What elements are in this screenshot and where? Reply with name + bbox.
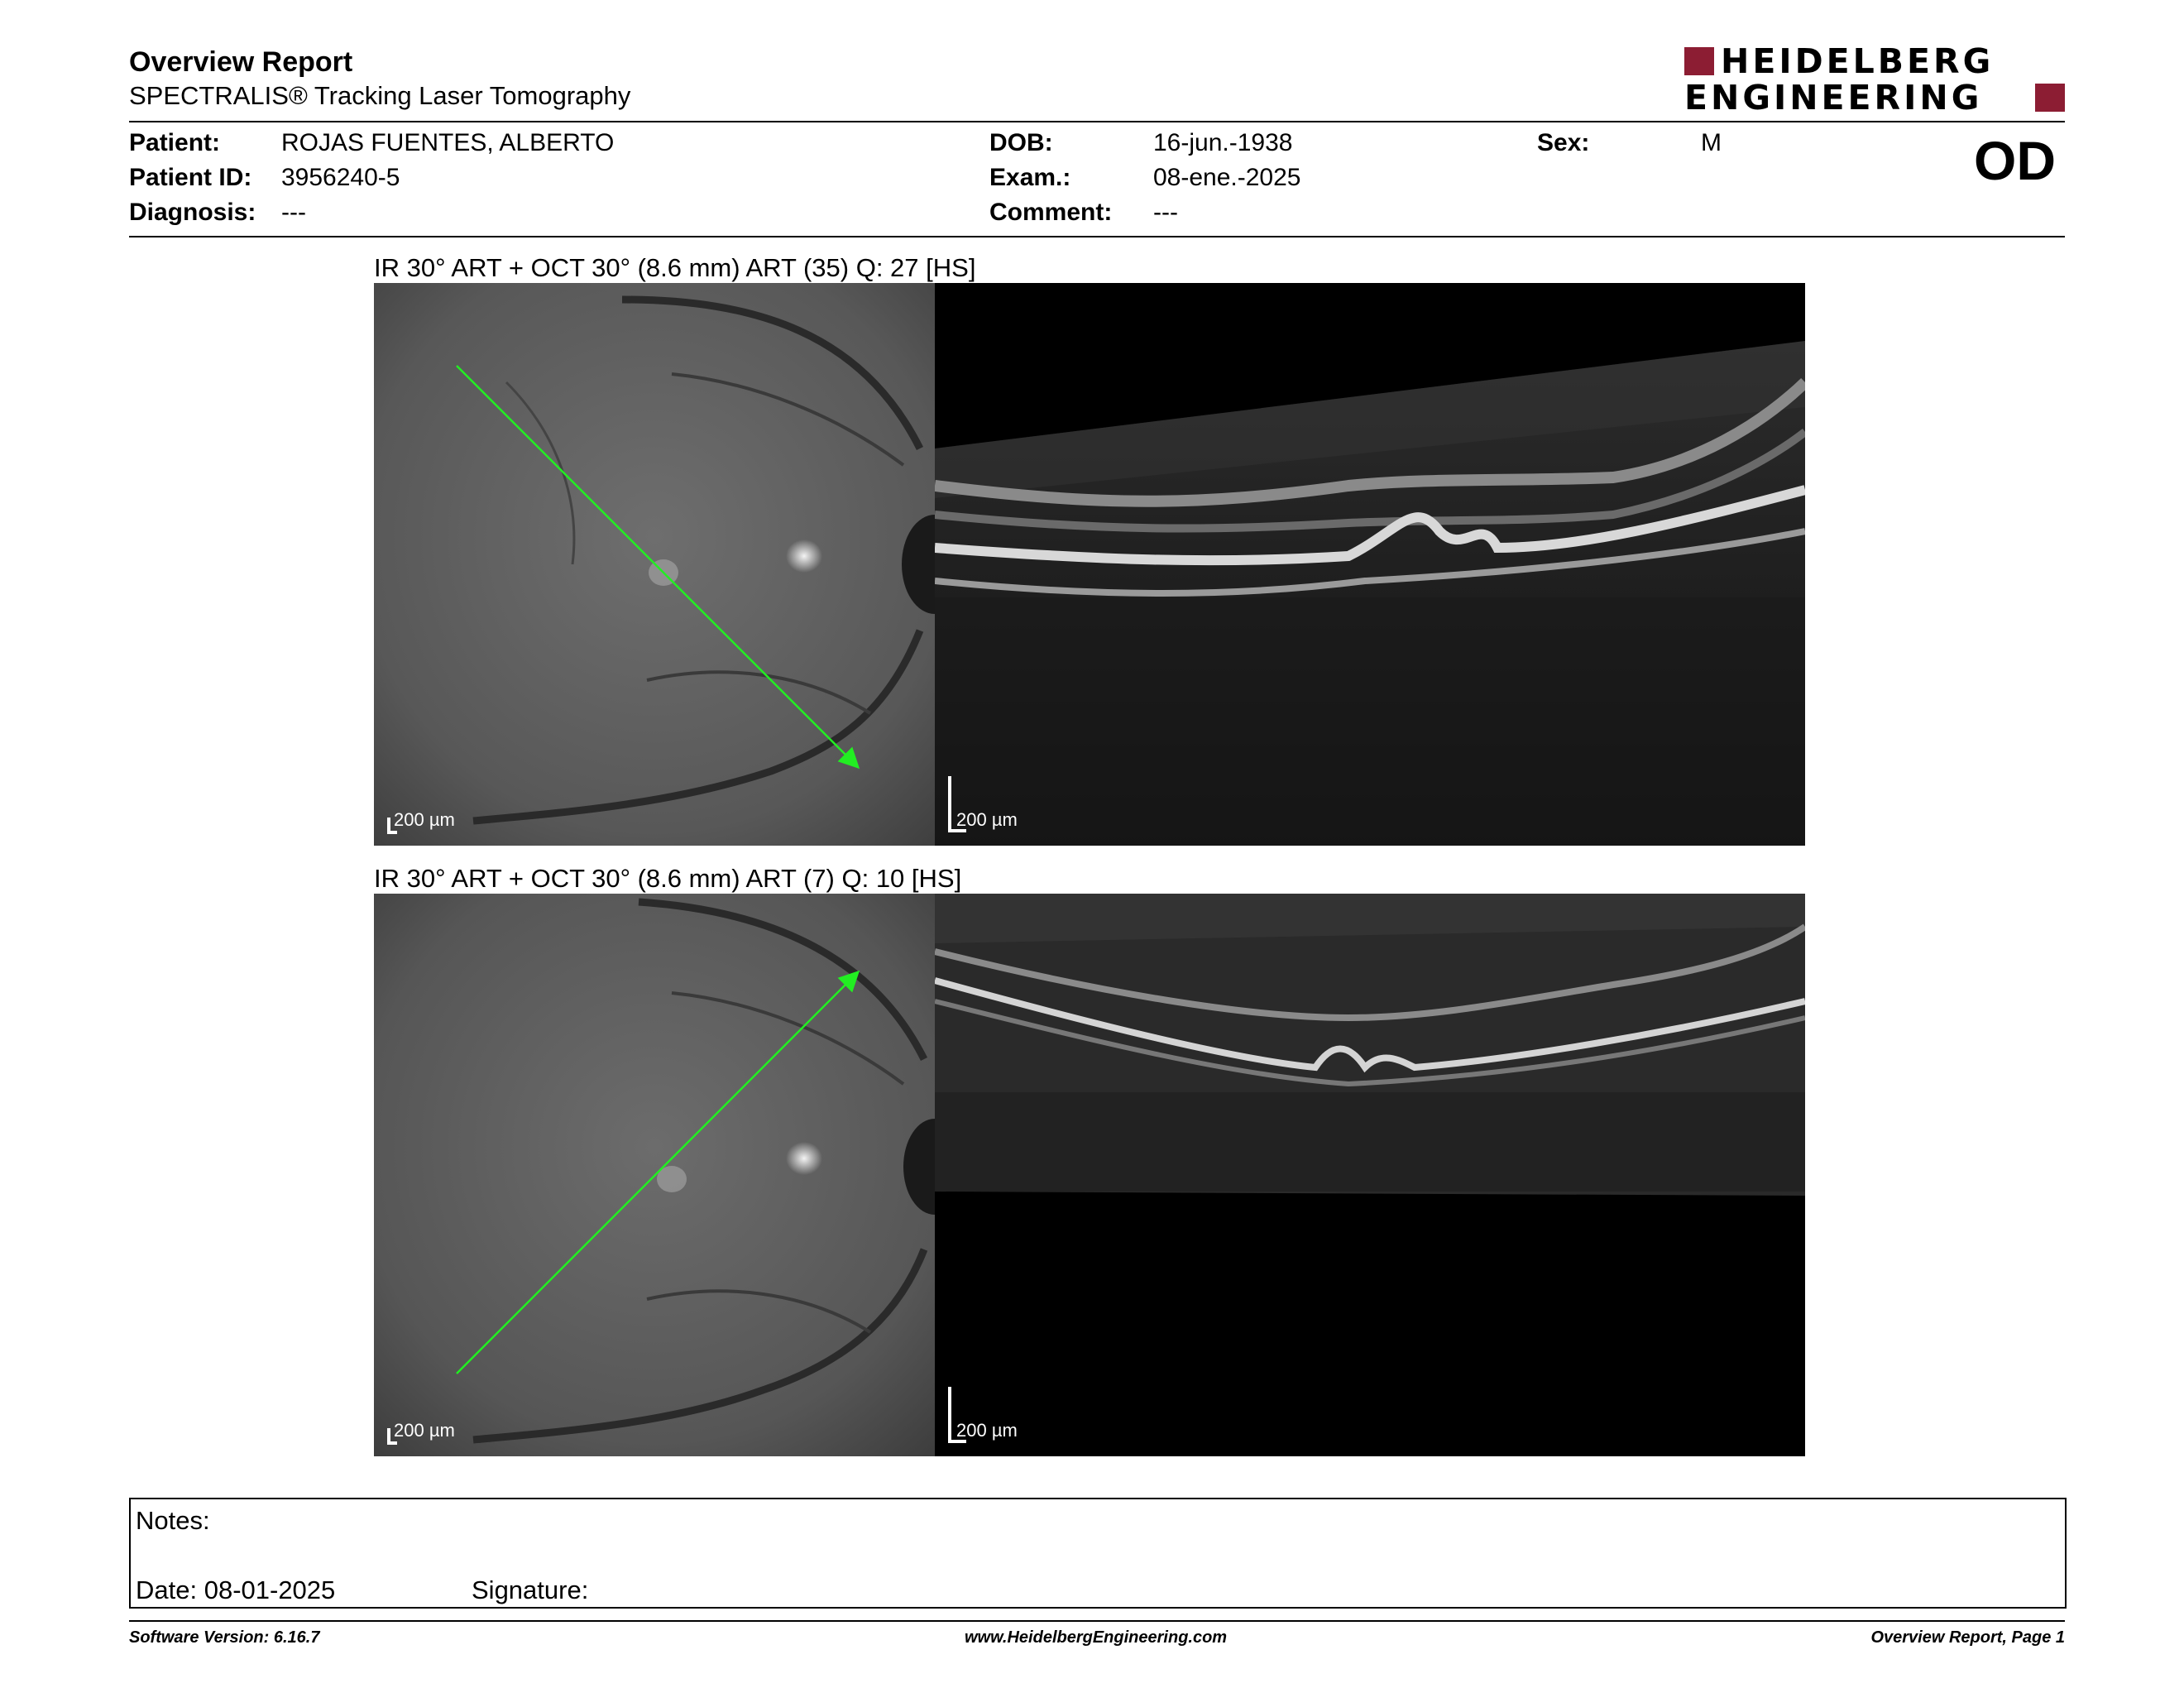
scan-1-panel bbox=[374, 283, 1805, 846]
report-subtitle: SPECTRALIS® Tracking Laser Tomography bbox=[129, 81, 631, 110]
scan-2-title: IR 30° ART + OCT 30° (8.6 mm) ART (7) Q: 10 [HS] bbox=[374, 864, 962, 893]
footer-website-link[interactable]: www.HeidelbergEngineering.com bbox=[965, 1628, 1228, 1647]
scan-2-ir-image bbox=[374, 894, 935, 1456]
footer-page-number: Overview Report, Page 1 bbox=[1870, 1628, 2065, 1647]
scan-1-ir-scale-label: 200 µm bbox=[394, 809, 455, 830]
sex-value: M bbox=[1701, 129, 1722, 156]
footer-divider bbox=[129, 1620, 2065, 1622]
comment-value: --- bbox=[1153, 199, 1178, 226]
scan-2-oct-image bbox=[935, 894, 1805, 1456]
exam-value: 08-ene.-2025 bbox=[1153, 164, 1301, 191]
footer-software-version: Software Version: 6.16.7 bbox=[129, 1628, 320, 1647]
report-title: Overview Report bbox=[129, 46, 353, 78]
notes-date: Date: 08-01-2025 bbox=[136, 1575, 336, 1604]
diagnosis-value: --- bbox=[281, 199, 306, 226]
scan-2-oct-scale-label: 200 µm bbox=[956, 1420, 1018, 1441]
scan-1-ir-image bbox=[374, 283, 935, 846]
scan-2-panel bbox=[374, 894, 1805, 1456]
scan-2-ir-scale-label: 200 µm bbox=[394, 1420, 455, 1441]
patient-id: 3956240-5 bbox=[281, 164, 400, 191]
logo-square-bottom bbox=[2035, 84, 2065, 112]
exam-label: Exam.: bbox=[989, 164, 1071, 191]
scan-2-oct-scalebar bbox=[948, 1387, 951, 1443]
scan-1-oct-image bbox=[935, 283, 1805, 846]
patient-name-label: Patient: bbox=[129, 129, 221, 156]
dob-label: DOB: bbox=[989, 129, 1053, 156]
scan-1-title: IR 30° ART + OCT 30° (8.6 mm) ART (35) Q: 27 [HS] bbox=[374, 253, 976, 282]
sex-label: Sex: bbox=[1537, 129, 1590, 156]
comment-label: Comment: bbox=[989, 199, 1113, 226]
diagnosis-label: Diagnosis: bbox=[129, 199, 256, 226]
eye-laterality: OD bbox=[1974, 130, 2056, 191]
patient-id-label: Patient ID: bbox=[129, 164, 252, 191]
notes-label: Notes: bbox=[136, 1506, 210, 1535]
notes-box bbox=[129, 1498, 2067, 1609]
scan-1-ir-scalebar-base bbox=[387, 831, 397, 834]
patient-name: ROJAS FUENTES, ALBERTO bbox=[281, 129, 615, 156]
patient-divider bbox=[129, 236, 2065, 237]
logo-line-2: ENGINEERING bbox=[1684, 78, 1983, 117]
scan-1-oct-scale-label: 200 µm bbox=[956, 809, 1018, 830]
header-divider bbox=[129, 121, 2065, 122]
scan-1-oct-scalebar bbox=[948, 776, 951, 832]
notes-signature: Signature: bbox=[472, 1575, 589, 1604]
scan-2-ir-scalebar-base bbox=[387, 1441, 397, 1445]
heidelberg-logo bbox=[1684, 41, 2065, 117]
logo-line-1: HEIDELBERG bbox=[1721, 41, 1995, 81]
logo-square-top bbox=[1684, 47, 1714, 75]
dob-value: 16-jun.-1938 bbox=[1153, 129, 1293, 156]
